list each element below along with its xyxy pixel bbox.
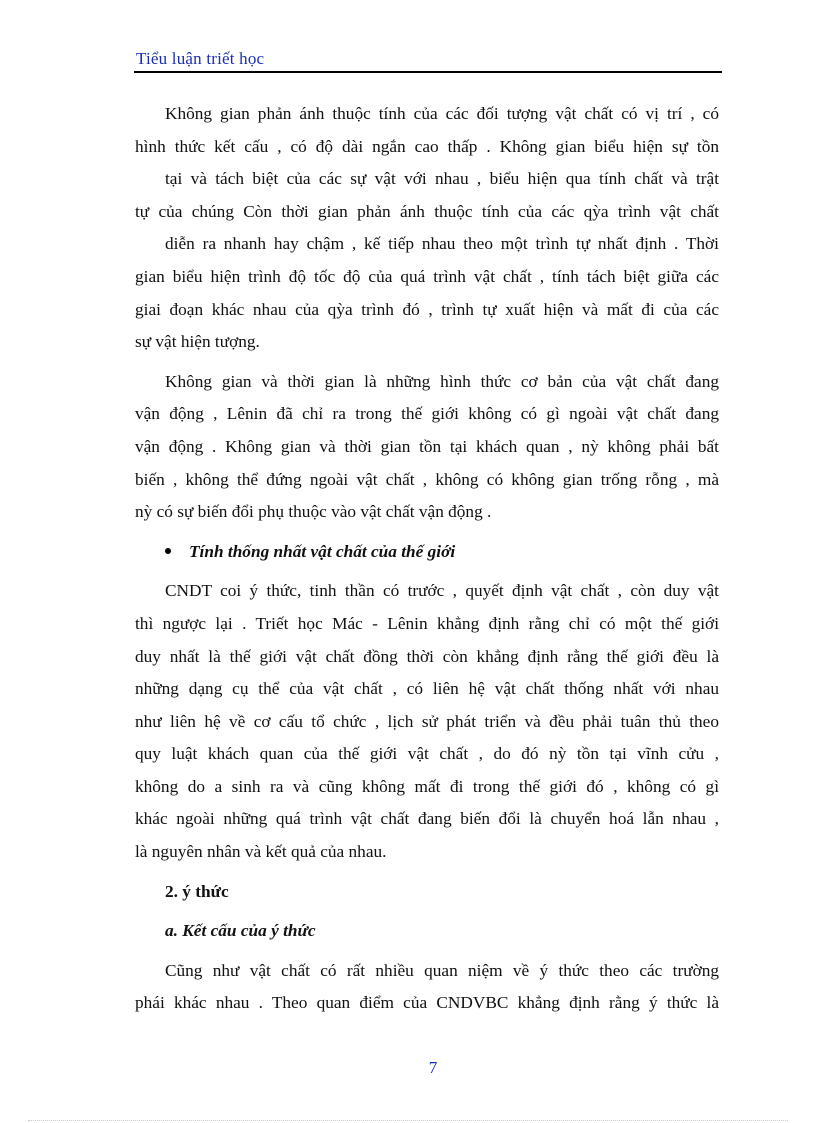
text-line: quy luật khách quan của thế giới vật chất , do đó nỳ tồn tại vĩnh cửu , [135, 744, 719, 764]
text-line: là nguyên nhân và kết quả của nhau. [135, 842, 387, 862]
page-edge-divider [28, 1120, 788, 1121]
text-line: không do a sinh ra và cũng không mất đi trong thế giới đó , không có gì [135, 776, 719, 796]
text-line: phái khác nhau . Theo quan điểm của CNDVBC khẳng định rằng ý thức là [135, 993, 719, 1013]
header-rule [134, 71, 722, 73]
text-line: vận động , Lênin đã chỉ ra trong thế giới không có gì ngoài vật chất đang [135, 404, 719, 424]
paragraph-forms-of-matter [135, 366, 719, 529]
bullet-icon [165, 548, 171, 554]
text-line: sự vật hiện tượng. [135, 332, 260, 352]
text-line: Cũng như vật chất có rất nhiều quan niệm về ý thức theo các trường [165, 960, 719, 980]
text-line: diễn ra nhanh hay chậm , kế tiếp nhau theo một trình tự nhất định . Thời [165, 234, 719, 254]
text-line: Không gian phản ánh thuộc tính của các đối tượng vật chất có vị trí , có [165, 104, 719, 123]
paragraph-consciousness [135, 955, 719, 1020]
text-line: nỳ có sự biến đổi phụ thuộc vào vật chất vận động . [135, 502, 492, 522]
paragraph-space-time [135, 98, 719, 359]
bullet-heading-text: Tính thống nhất vật chất của thế giới [189, 541, 456, 561]
text-line: hình thức kết cấu , có độ dài ngắn cao thấp . Không gian biểu hiện sự tồn [135, 136, 719, 156]
page-number: 7 [428, 1058, 438, 1077]
section-heading: 2. ý thức [165, 881, 229, 901]
text-line: Không gian và thời gian là những hình thức cơ bản của vật chất đang [165, 371, 719, 391]
running-header-title: Tiểu luận triết học [136, 49, 265, 68]
bullet-heading [135, 536, 719, 569]
text-line: thì ngược lại . Triết học Mác - Lênin khẳng định rằng chỉ có một thế giới [135, 613, 719, 633]
text-line: tự của chúng Còn thời gian phản ánh thuộc tính của các qỳa trình vật chất [135, 201, 719, 221]
text-line: CNDT coi ý thức, tinh thần có trước , quyết định vật chất , còn duy vật [165, 581, 719, 601]
subsection-heading: a. Kết cấu của ý thức [165, 921, 316, 941]
text-line: duy nhất là thế giới vật chất đồng thời còn khẳng định rằng thế giới đều là [135, 646, 719, 666]
text-line: khác ngoài những quá trình vật chất đang biến đổi là chuyển hoá lẫn nhau , [135, 809, 719, 829]
text-line: như liên hệ về cơ cấu tổ chức , lịch sử phát triển và đều phải tuân thủ theo [135, 711, 719, 731]
text-line: những dạng cụ thể của vật chất , có liên hệ vật chất thống nhất với nhau [135, 679, 719, 699]
text-line: giai đoạn khác nhau của qỳa trình đó , trình tự xuất hiện và mất đi của các [135, 299, 719, 319]
text-line: biến , không thể đứng ngoài vật chất , không có không gian trống rỗng , mà [135, 469, 719, 489]
paragraph-material-unity [135, 575, 719, 868]
text-line: vận động . Không gian và thời gian tồn tại khách quan , nỳ không phải bất [135, 436, 719, 456]
text-line: tại và tách biệt của các sự vật với nhau , biểu hiện qua tính chất và trật [165, 169, 719, 189]
text-line: gian biểu hiện trình độ tốc độ của quá trình vật chất , tính tách biệt giữa các [135, 266, 719, 286]
document-body [135, 98, 719, 1020]
